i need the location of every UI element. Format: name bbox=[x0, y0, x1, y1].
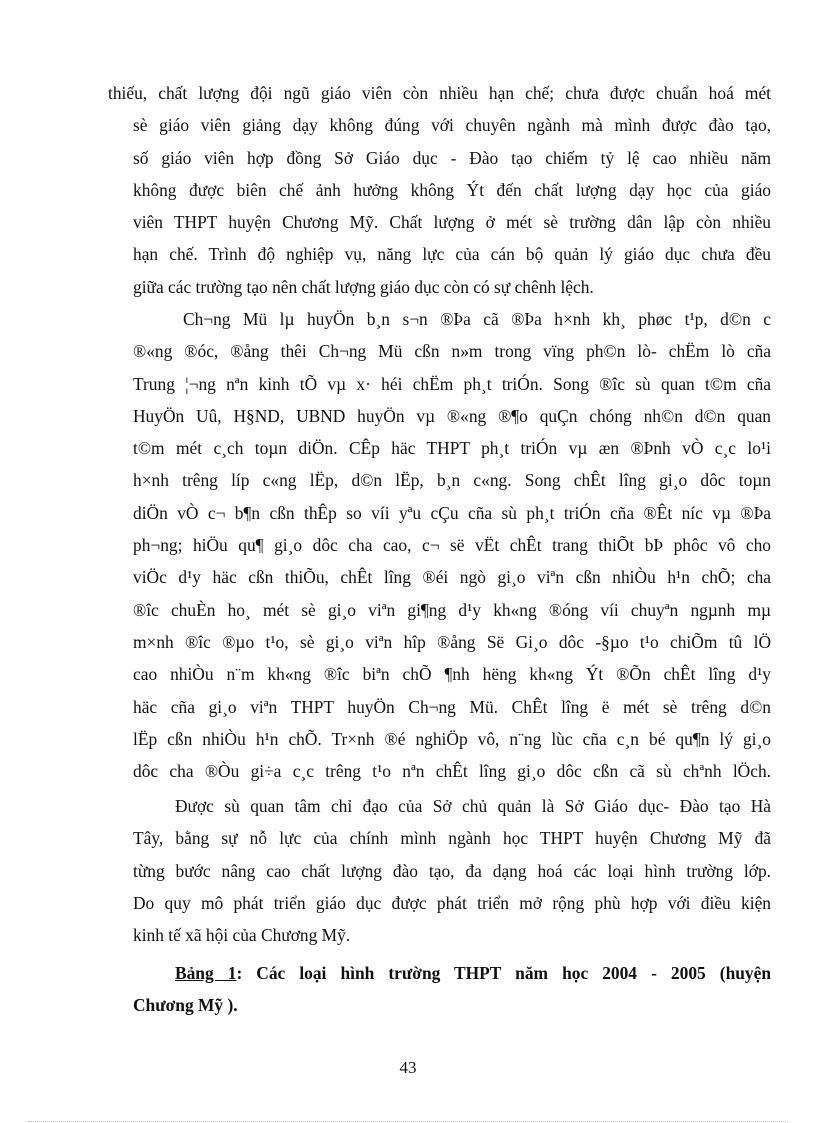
paragraph-2-line: diÖn vÒ c¬ b¶n cßn thÊp so víi yªu cÇu cña sù ph¸t triÓn cña ®Êt níc vµ ®Þa bbox=[133, 502, 771, 523]
paragraph-2-line: m×nh ®îc ®µo t¹o, sè gi¸o viªn hîp ®ång Së Gi¸o dôc -§µo t¹o chiÕm tû lÖ bbox=[133, 631, 771, 652]
paragraph-1-line: hạn chế. Trình độ nghiệp vụ, năng lực của cán bộ quản lý giáo dục chưa đều bbox=[133, 244, 771, 265]
paragraph-1-line: thiếu, chất lượng đội ngũ giáo viên còn nhiều hạn chế; chưa được chuẩn hoá mét bbox=[108, 83, 771, 103]
paragraph-1-line: sè giáo viên giảng dạy không đúng với chuyên ngành mà mình được đào tạo, bbox=[133, 115, 771, 136]
paragraph-1-line: không được biên chế ảnh hưởng không Ýt đến chất lượng dạy học của giáo bbox=[133, 179, 771, 200]
paragraph-2-line: dôc cha ®Òu gi÷a c¸c trêng t¹o nªn chÊt lîng gi¸o dôc cßn cã sù chªnh lÖch. bbox=[133, 761, 771, 782]
paragraph-2-line: h×nh trêng líp c«ng lËp, d©n lËp, b¸n c«ng. Song chÊt lîng gi¸o dôc toµn bbox=[133, 470, 771, 491]
paragraph-3-line: từng bước nâng cao chất lượng đào tạo, đa dạng hoá các loại hình trường lớp. bbox=[133, 860, 771, 881]
paragraph-2-line: häc cña gi¸o viªn THPT huyÖn Ch¬ng Mü. ChÊt lîng ë mét sè trêng d©n bbox=[133, 696, 771, 717]
table-caption-line bbox=[133, 957, 771, 989]
paragraph-2 bbox=[133, 303, 771, 787]
paragraph-2-line: ®îc chuÈn ho¸ mét sè gi¸o viªn gi¶ng d¹y kh«ng ®óng víi chuyªn ngµnh mµ bbox=[133, 599, 771, 620]
paragraph-1 bbox=[108, 77, 771, 303]
page-bottom-divider bbox=[28, 1121, 788, 1122]
paragraph-1-line: viên THPT huyện Chương Mỹ. Chất lượng ở mét sè trường dân lập còn nhiều bbox=[133, 212, 771, 233]
paragraph-1-line: giữa các trường tạo nên chất lượng giáo dục còn có sự chênh lệch. bbox=[133, 276, 594, 297]
paragraph-3-line: Do quy mô phát triển giáo dục được phát triển mở rộng phù hợp với điều kiện bbox=[133, 892, 771, 913]
paragraph-3-line: kinh tế xã hội của Chương Mỹ. bbox=[133, 925, 351, 946]
paragraph-2-line: Trung ¦¬ng nªn kinh tÕ vµ x· héi chËm ph¸t triÓn. Song ®îc sù quan t©m cña bbox=[133, 373, 771, 394]
paragraph-2-line: Ch¬ng Mü lµ huyÖn b¸n s¬n ®Þa cã ®Þa h×nh kh¸ phøc t¹p, d©n c bbox=[183, 309, 771, 329]
paragraph-1-line: số giáo viên hợp đồng Sở Giáo dục - Đào tạo chiếm tỷ lệ cao nhiều năm bbox=[133, 147, 771, 168]
paragraph-2-line: HuyÖn Uû, H§ND, UBND huyÖn vµ ®«ng ®¶o quÇn chóng nh©n d©n quan bbox=[133, 405, 771, 426]
page-number: 43 bbox=[399, 1058, 417, 1077]
paragraph-3-line: Tây, bằng sự nỗ lực của chính mình ngành học THPT huyện Chương Mỹ đã bbox=[133, 828, 771, 849]
paragraph-2-line: ph¬ng; hiÖu qu¶ gi¸o dôc cha cao, c¬ së vËt chÊt trang thiÕt bÞ phôc vô cho bbox=[133, 535, 771, 556]
paragraph-2-line: t©m mét c¸ch toµn diÖn. CÊp häc THPT ph¸t triÓn vµ æn ®Þnh vÒ c¸c lo¹i bbox=[133, 438, 771, 459]
table-caption-line: Chương Mỹ ). bbox=[133, 995, 238, 1016]
paragraph-2-line: cao nhiÒu n¨m kh«ng ®îc biªn chÕ ¶nh hëng kh«ng Ýt ®Õn chÊt lîng d¹y bbox=[133, 664, 771, 685]
table-caption-title: : Các loại hình trường THPT năm học 2004 - 2005 (huyện bbox=[236, 963, 771, 983]
paragraph-2-line: lËp cßn nhiÒu h¹n chÕ. Tr×nh ®é nghiÖp vô, n¨ng lùc cña c¸n bé qu¶n lý gi¸o bbox=[133, 728, 771, 749]
table-caption-label: Bảng 1 bbox=[175, 963, 237, 983]
paragraph-2-line: viÖc d¹y häc cßn thiÕu, chÊt lîng ®éi ngò gi¸o viªn cßn nhiÒu h¹n chÕ; cha bbox=[133, 567, 771, 588]
paragraph-2-line: ®«ng ®óc, ®ång thêi Ch¬ng Mü cßn n»m trong vïng ph©n lò- chËm lò cña bbox=[133, 341, 771, 362]
paragraph-3 bbox=[133, 790, 771, 951]
paragraph-3-line: Được sù quan tâm chỉ đạo của Sở chủ quản là Sở Giáo dục- Đào tạo Hà bbox=[175, 796, 771, 816]
table-caption bbox=[133, 957, 771, 1022]
